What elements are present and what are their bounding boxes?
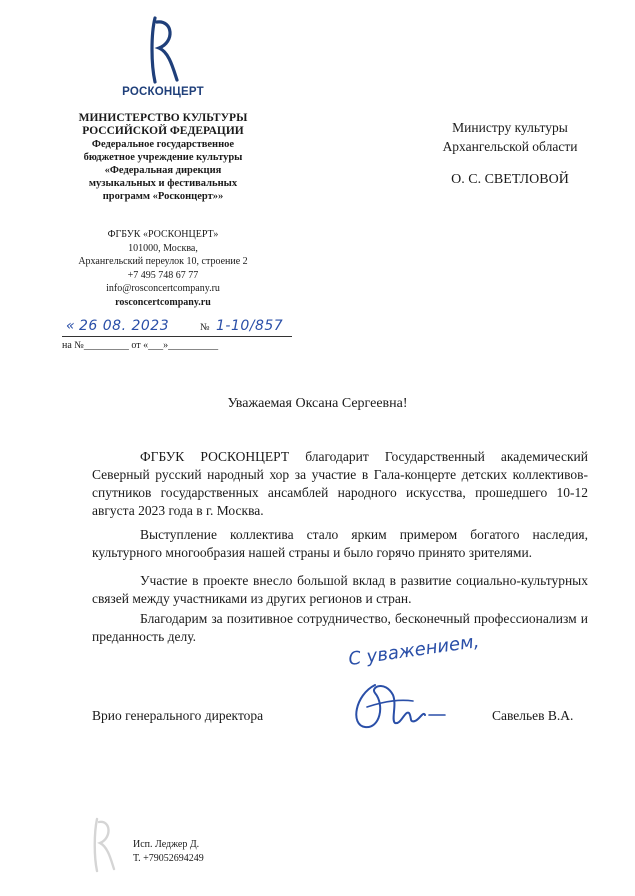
org-line-2: бюджетное учреждение культуры (83, 152, 243, 163)
org-line-4: музыкальных и фестивальных (88, 178, 238, 189)
recipient-block (420, 118, 600, 156)
reply-reference: на №_________ от «___»__________ (62, 340, 219, 351)
handwritten-regards: С уважением, (347, 630, 481, 671)
short-name: ФГБУК «РОСКОНЦЕРТ» (107, 229, 219, 240)
ministry-line-2: РОССИЙСКОЙ ФЕДЕРАЦИИ (82, 125, 244, 137)
logo-text: РОСКОНЦЕРТ (122, 86, 204, 98)
paragraph-3: Участие в проекте внесло большой вклад в развитие социально-культурных связей между участниками из других регионов и стран. (92, 573, 588, 606)
recipient-line-1: Министру культуры (452, 120, 568, 135)
registration-underline (62, 336, 292, 337)
paragraph-4: Благодарим за позитивное сотрудничество, бесконечный профессионализм и преданность делу. (92, 611, 588, 644)
organization-header (68, 112, 258, 203)
signatory-name: Савельев В.А. (492, 708, 574, 723)
handwritten-signature-icon (345, 665, 455, 735)
salutation: Уважаемая Оксана Сергеевна! (227, 396, 408, 411)
organization-contacts (68, 228, 258, 309)
address-line-2: Архангельский переулок 10, строение 2 (78, 256, 248, 267)
paragraph-1: ФГБУК РОСКОНЦЕРТ благодарит Государственный академический Северный русский народный хор за участие в Гала-концерте детских коллективов-спутников государственных ансамблей народного искусства, прошедшего 10-12 августа 2023 года в г. Москва. (92, 449, 588, 518)
date-open-quote: « (66, 318, 75, 334)
website: rosconcertcompany.ru (115, 296, 211, 308)
signatory-position: Врио генерального директора (92, 708, 264, 723)
recipient-name: О. С. СВЕТЛОВОЙ (451, 172, 569, 187)
org-line-1: Федеральное государственное (91, 139, 235, 150)
executor-phone: Т. +79052694249 (133, 853, 204, 864)
rosconcert-logo-icon (143, 14, 183, 86)
address-line-1: 101000, Москва, (128, 242, 198, 254)
executor-name: Исп. Леджер Д. (133, 839, 200, 850)
org-line-5: программ «Росконцерт»» (102, 191, 224, 202)
recipient-line-2: Архангельской области (442, 139, 578, 154)
phone: +7 495 748 67 77 (127, 269, 199, 281)
executor-block (133, 838, 204, 866)
paragraph-2: Выступление коллектива стало ярким примером богатого наследия, культурного многообразия нашей страны и было горячо принято зрителями. (92, 527, 588, 560)
number-sign: № (200, 322, 210, 333)
ministry-line-1: МИНИСТЕРСТВО КУЛЬТУРЫ (78, 112, 248, 124)
registration-date: 26 08. 2023 (79, 318, 170, 334)
registration-number: 1-10/857 (216, 318, 284, 334)
org-line-3: «Федеральная дирекция (104, 165, 222, 176)
email: info@rosconcertcompany.ru (106, 283, 220, 294)
footer-logo-watermark-icon (88, 815, 118, 875)
